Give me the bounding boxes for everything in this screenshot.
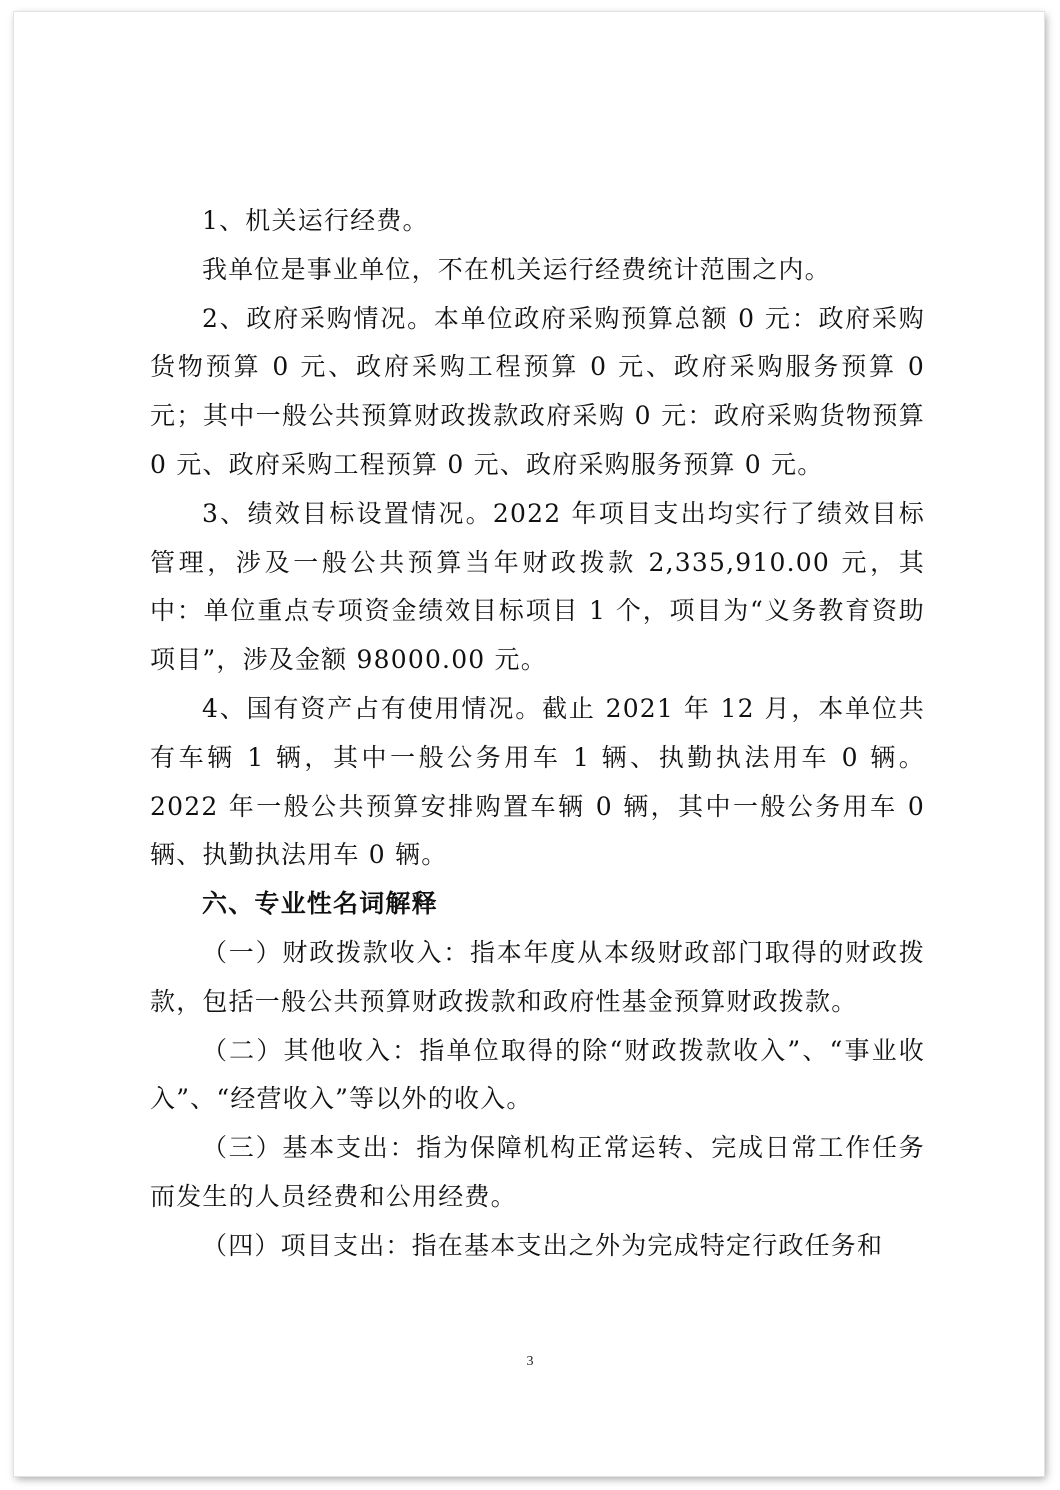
paragraph-5: 4、国有资产占有使用情况。截止 2021 年 12 月，本单位共有车辆 1 辆，其中一般公务用车 1 辆、执勤执法用车 0 辆。2022 年一般公共预算安排购置车辆 0 辆，其中一般公务用车 0 辆、执勤执法用车 0 辆。: [150, 693, 925, 870]
paragraph-7: （二）其他收入：指单位取得的除“财政拨款收入”、“事业收入”、“经营收入”等以外的收入。: [150, 1035, 925, 1114]
paragraph-4: 3、绩效目标设置情况。2022 年项目支出均实行了绩效目标管理，涉及一般公共预算当年财政拨款 2,335,910.00 元，其中：单位重点专项资金绩效目标项目 1 个，项目为“义务教育资助项目”，涉及金额 98000.00 元。: [150, 498, 925, 675]
page-number: 3: [526, 1354, 534, 1369]
paragraph-9: （四）项目支出：指在基本支出之外为完成特定行政任务和: [202, 1230, 884, 1260]
paragraph-1: 1、机关运行经费。: [202, 206, 429, 235]
paragraph-3: 2、政府采购情况。本单位政府采购预算总额 0 元：政府采购货物预算 0 元、政府采购工程预算 0 元、政府采购服务预算 0 元；其中一般公共预算财政拨款政府采购 0 元：政府采购货物预算 0 元、政府采购工程预算 0 元、政府采购服务预算 0 元。: [150, 303, 925, 479]
paragraph-2: 我单位是事业单位，不在机关运行经费统计范围之内。: [202, 254, 831, 284]
paragraph-6: （一）财政拨款收入：指本年度从本级财政部门取得的财政拨款，包括一般公共预算财政拨款和政府性基金预算财政拨款。: [150, 937, 925, 1016]
document-body: [150, 197, 925, 1271]
section-heading: 六、专业性名词解释: [202, 889, 438, 919]
paragraph-8: （三）基本支出：指为保障机构正常运转、完成日常工作任务而发生的人员经费和公用经费。: [150, 1133, 925, 1211]
